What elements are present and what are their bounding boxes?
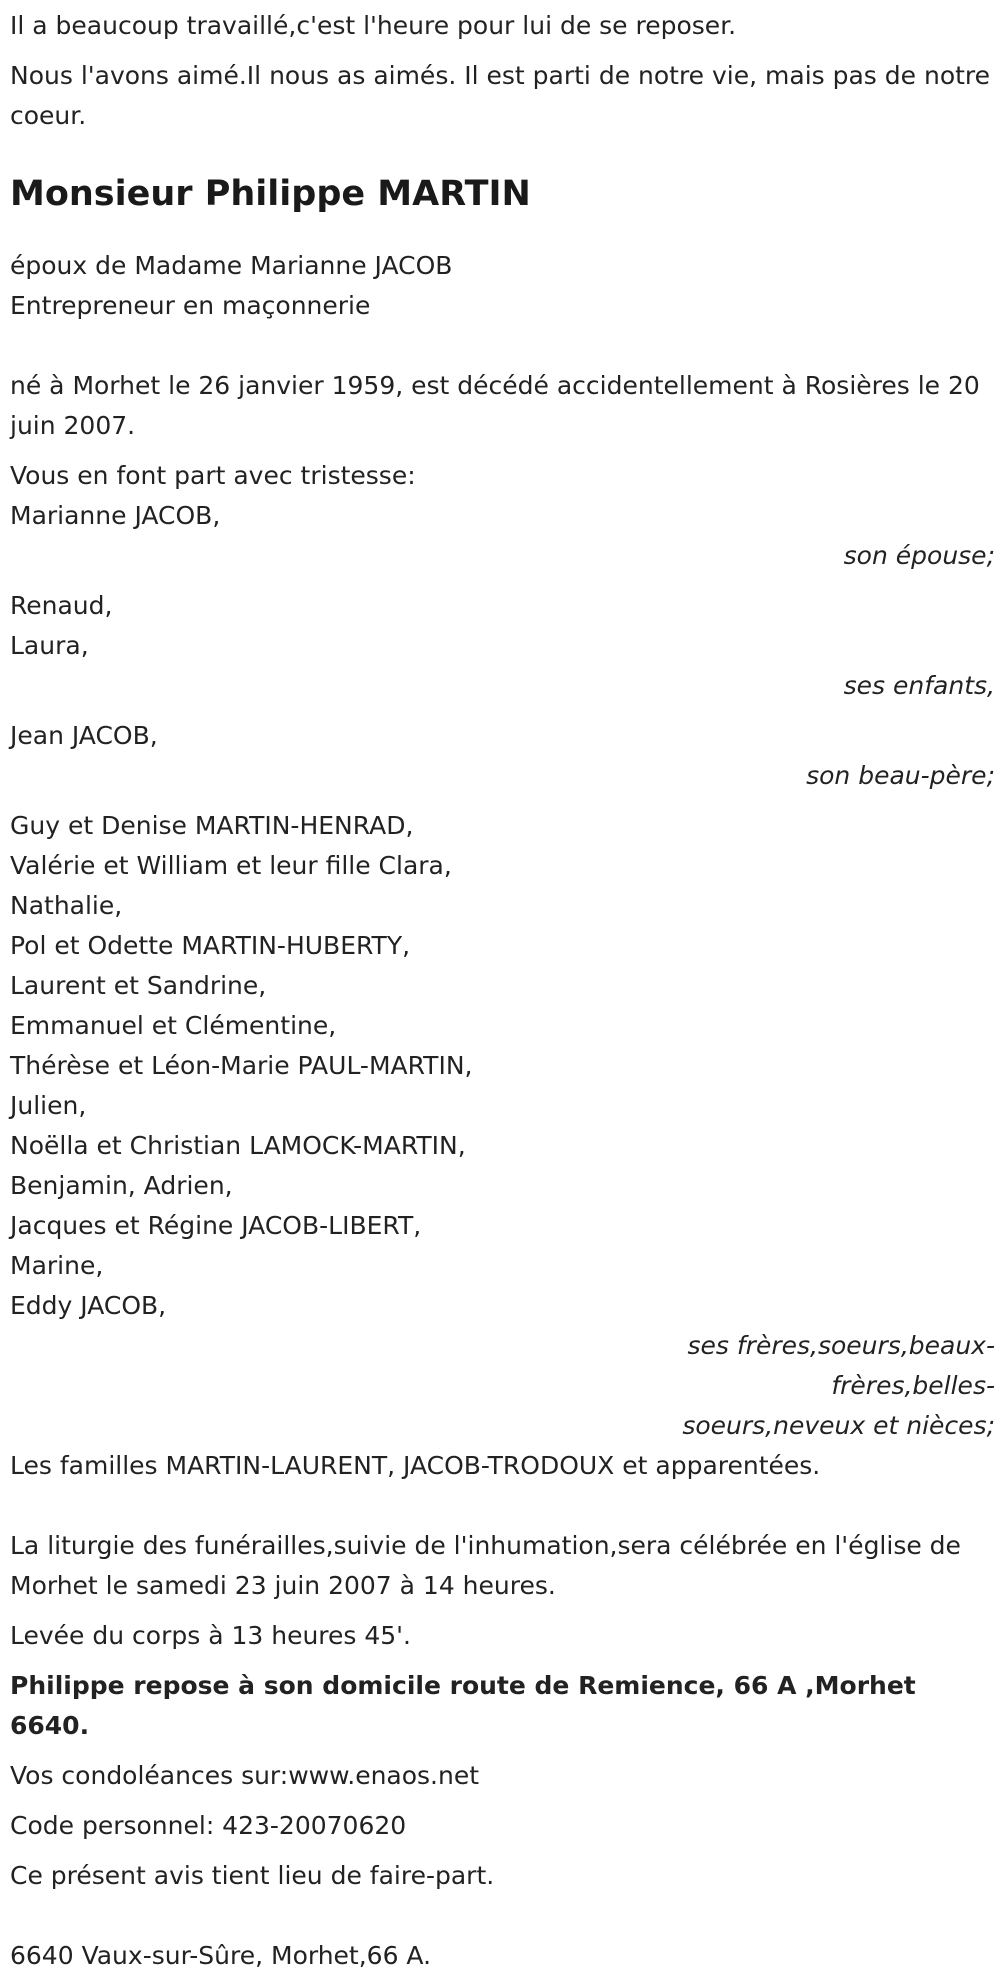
deceased-name: Monsieur Philippe MARTIN: [10, 174, 531, 214]
family-name: Noëlla et Christian LAMOCK-MARTIN,: [10, 1131, 466, 1160]
announcement-intro: Vous en font part avec tristesse:: [10, 461, 416, 490]
birth-death-line: né à Morhet le 26 janvier 1959, est décédé accidentellement à Rosières le 20 juin 2007.: [10, 371, 980, 440]
family-name: Renaud,: [10, 591, 113, 620]
family-name: Pol et Odette MARTIN-HUBERTY,: [10, 931, 411, 960]
levee-line: Levée du corps à 13 heures 45'.: [10, 1621, 412, 1650]
family-name: Eddy JACOB,: [10, 1291, 167, 1320]
family-name: Guy et Denise MARTIN-HENRAD,: [10, 811, 414, 840]
family-name: Benjamin, Adrien,: [10, 1171, 233, 1200]
family-name: Jean JACOB,: [10, 721, 158, 750]
family-name: Laurent et Sandrine,: [10, 971, 267, 1000]
family-name: Valérie et William et leur fille Clara,: [10, 851, 452, 880]
family-name: Emmanuel et Clémentine,: [10, 1011, 337, 1040]
family-name: Julien,: [10, 1091, 87, 1120]
intro-line-1: Il a beaucoup travaillé,c'est l'heure pour lui de se reposer.: [10, 11, 737, 40]
family-name: Thérèse et Léon-Marie PAUL-MARTIN,: [10, 1051, 473, 1080]
family-role: ses frères,soeurs,beaux-frères,belles-soeurs,neveux et nièces;: [682, 1331, 995, 1440]
repose-line: Philippe repose à son domicile route de Remience, 66 A ,Morhet 6640.: [10, 1671, 916, 1740]
family-role: son épouse;: [843, 541, 995, 570]
family-name: Jacques et Régine JACOB-LIBERT,: [10, 1211, 422, 1240]
family-name: Laura,: [10, 631, 89, 660]
family-group-children: [10, 586, 1000, 666]
intro-line-2: Nous l'avons aimé.Il nous as aimés. Il est parti de notre vie, mais pas de notre coeur.: [10, 61, 991, 130]
family-name: Nathalie,: [10, 891, 123, 920]
personal-code-line: Code personnel: 423-20070620: [10, 1811, 407, 1840]
family-group-siblings: [10, 806, 1000, 1326]
family-role: ses enfants,: [843, 671, 995, 700]
family-group-spouse: [10, 496, 1000, 536]
liturgy-line: La liturgie des funérailles,suivie de l'inhumation,sera célébrée en l'église de Morhet le samedi 23 juin 2007 à 14 heures.: [10, 1531, 961, 1600]
profession-line: Entrepreneur en maçonnerie: [10, 291, 371, 320]
address-line: 6640 Vaux-sur-Sûre, Morhet,66 A.: [10, 1941, 432, 1970]
condolences-line: Vos condoléances sur:www.enaos.net: [10, 1761, 480, 1790]
family-name: Marine,: [10, 1251, 104, 1280]
family-group-father-in-law: [10, 716, 1000, 756]
family-name: Marianne JACOB,: [10, 501, 221, 530]
notice-line: Ce présent avis tient lieu de faire-part.: [10, 1861, 495, 1890]
families-line: Les familles MARTIN-LAURENT, JACOB-TRODOUX et apparentées.: [10, 1451, 821, 1480]
spouse-line: époux de Madame Marianne JACOB: [10, 251, 453, 280]
family-role: son beau-père;: [806, 761, 995, 790]
